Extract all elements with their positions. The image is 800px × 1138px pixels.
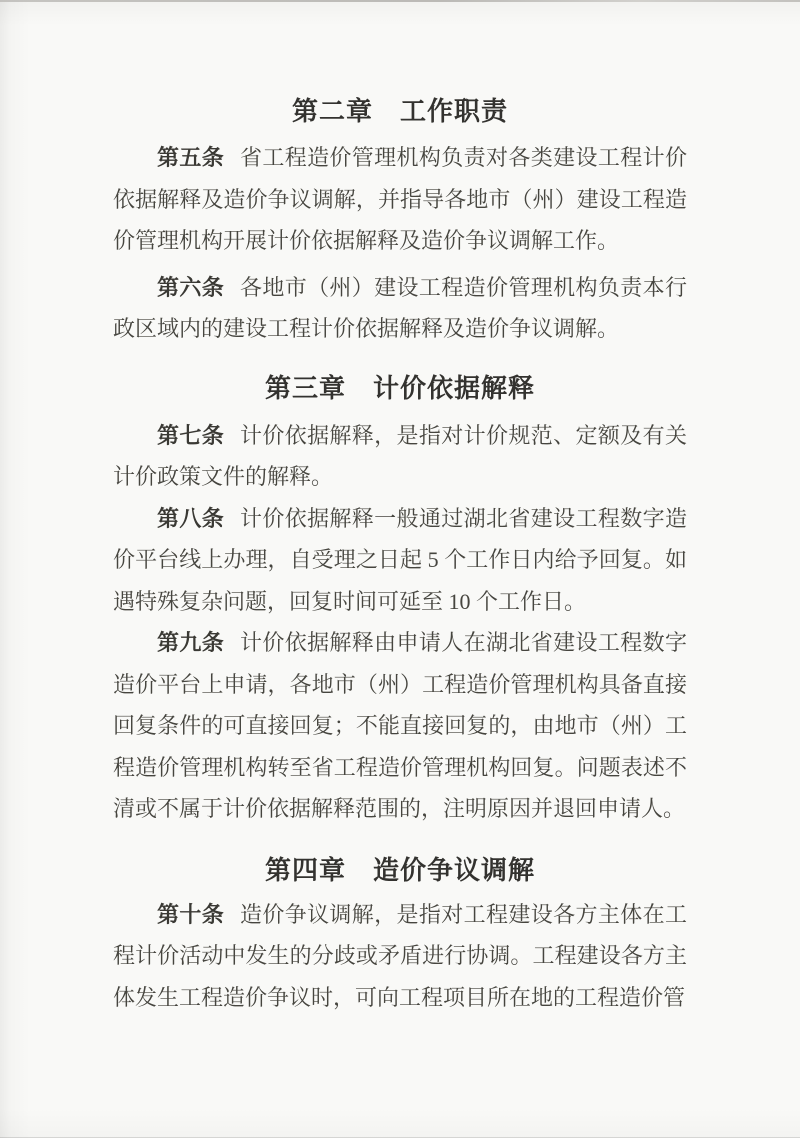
article-8-paragraph [113,498,687,623]
chapter-heading-4: 第四章 造价争议调解 [264,854,535,885]
article-8-text: 计价依据解释一般通过湖北省建设工程数字造价平台线上办理，自受理之日起 5 个工作日内给予回复。如遇特殊复杂问题，回复时间可延至 10 个工作日。 [113,505,687,614]
article-9-text: 计价依据解释由申请人在湖北省建设工程数字造价平台上申请，各地市（州）工程造价管理机构具备直接回复条件的可直接回复；不能直接回复的，由地市（州）工程造价管理机构转至省工程造价管理机构回复。问题表述不清或不属于计价依据解释范围的，注明原因并退回申请人。 [113,630,687,821]
chapter-heading-2: 第二章 工作职责 [291,96,508,126]
article-8-number: 第八条 [157,505,225,531]
article-9-number: 第九条 [157,630,225,655]
article-6-paragraph [113,267,687,350]
article-7-paragraph [113,415,687,498]
article-5-paragraph [113,137,687,262]
article-6-text: 各地市（州）建设工程造价管理机构负责本行政区域内的建设工程计价依据解释及造价争议调解。 [113,274,687,341]
article-9-paragraph [113,622,687,830]
article-10-text: 造价争议调解，是指对工程建设各方主体在工程计价活动中发生的分歧或矛盾进行协调。工程建设各方主体发生工程造价争议时，可向工程项目所在地的工程造价管 [113,901,687,1010]
article-7-number: 第七条 [157,422,225,448]
article-5-text: 省工程造价管理机构负责对各类建设工程计价依据解释及造价争议调解，并指导各地市（州）建设工程造价管理机构开展计价依据解释及造价争议调解工作。 [113,145,687,253]
article-10-paragraph [113,894,687,1019]
chapter-heading-3: 第三章 计价依据解释 [264,372,535,403]
article-10-number: 第十条 [157,901,225,927]
article-6-number: 第六条 [157,274,225,300]
article-7-text: 计价依据解释，是指对计价规范、定额及有关计价政策文件的解释。 [113,422,687,489]
article-5-number: 第五条 [157,145,225,170]
